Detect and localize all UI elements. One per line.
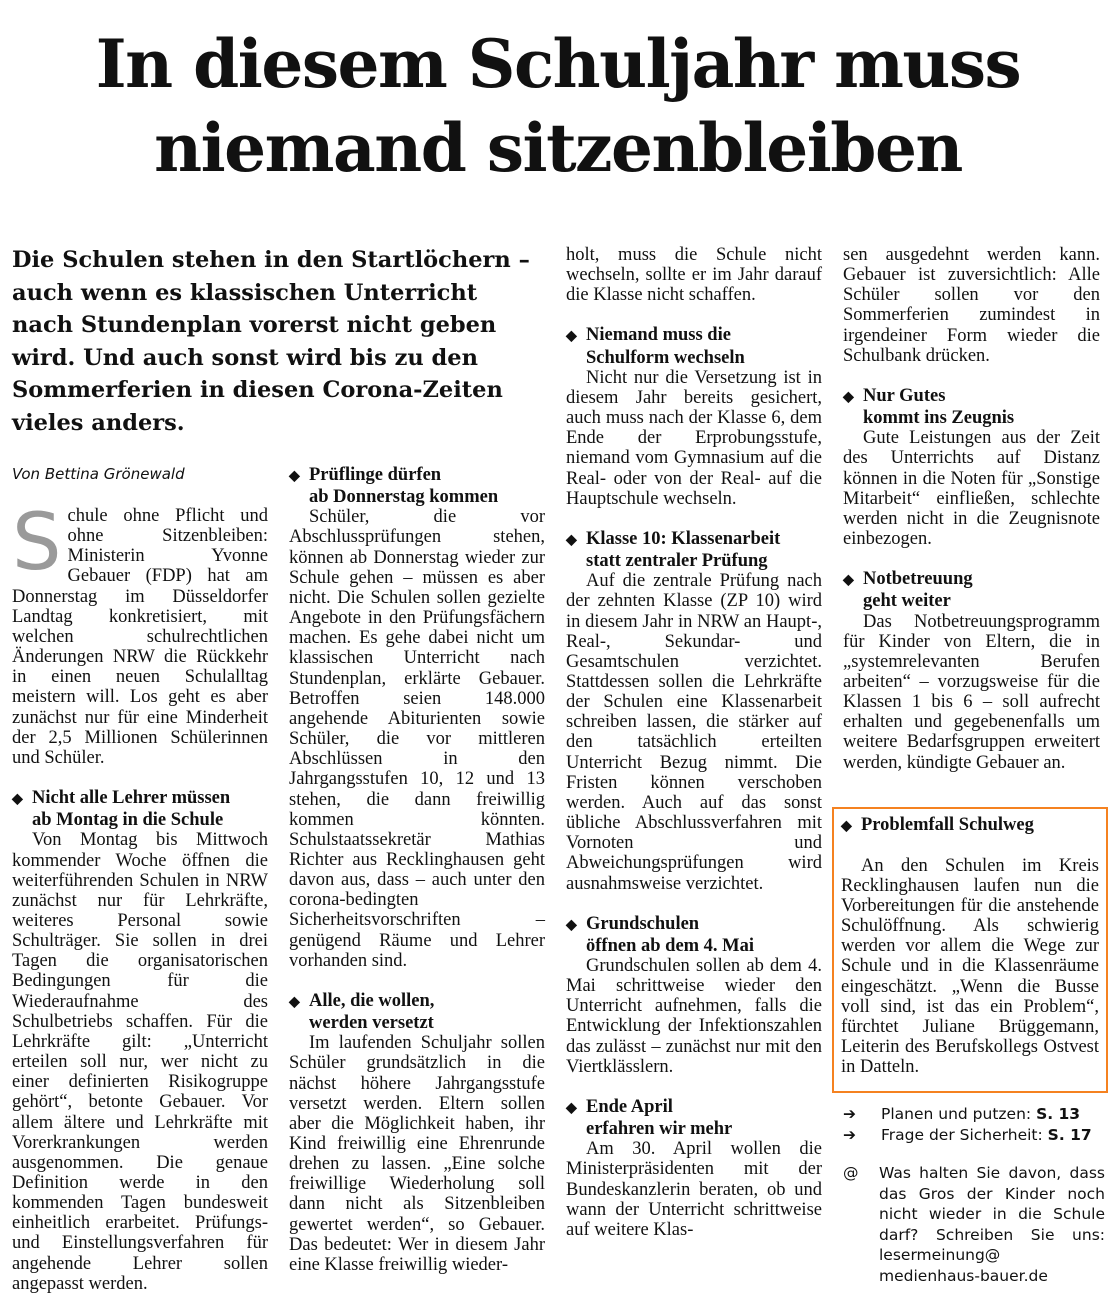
at-sign-icon: @ [843,1164,859,1182]
page-references [843,1104,1113,1146]
lead-paragraph: Die Schulen stehen in den Startlöchern – auch wenn es klassischen Unterricht nach Stundenplan vorerst nicht geben wird. Und auch sonst wird bis zu den Sommerferien in diesen Corona-Zeiten vieles anders. [12,247,530,436]
headline-line-1: In diesem Schuljahr muss [95,25,1021,103]
reference-row [843,1125,1113,1146]
subheading-klasse-10: ◆ Klasse 10: Klassenarbeit statt zentraler Prüfung [566,528,781,572]
diamond-icon: ◆ [566,917,577,933]
diamond-icon: ◆ [841,819,852,834]
subheading-lehrer: ◆ Nicht alle Lehrer müssen ab Montag in die Schule [12,788,231,831]
box-text: An den Schulen im Kreis Recklinghausen laufen nun die Vorbereitungen für die anstehende Schulöffnung. Als schwierig werden vor allem die Wege zur Schule und in die Klassenräume eingeschätzt. „Wenn die Busse voll sind, ist das ein Problem“, fürchtet Juliane Brüggemann, Leiterin des Berufskollegs Ostvest in Datteln. [841,855,1099,1078]
reference-text: Frage der Sicherheit: S. 17 [881,1126,1092,1144]
intro-paragraph [12,498,268,768]
paragraph-notbetreuung: Das Notbetreuungsprogramm für Kinder von Eltern, die in „systemrelevanten Berufen arbeiten“ – vorzugsweise für die Klassen 1 bis 6 – soll aufrecht erhalten und gegebenenfalls um weitere Bedarfsgruppen erweitert werden, kündigte Gebauer an. [843,611,1100,773]
paragraph-continued: holt, muss die Schule nicht wechseln, sollte er im Jahr darauf die Klasse nicht schaffen. [566,245,822,306]
diamond-icon: ◆ [566,532,577,548]
paragraph-ende-april: Am 30. April wollen die Ministerpräsidenten mit der Bundeskanzlerin beraten, ob und wann der Unterricht schrittweise auf weitere Klas- [566,1139,822,1240]
paragraph-grundschulen: Grundschulen sollen ab dem 4. Mai schrittweise wieder den Unterricht aufnehmen, falls die Entwicklung der Infektionszahlen das zulässt – zunächst nur mit den Viertklässlern. [566,956,822,1077]
headline [0,22,1116,190]
column-1 [12,498,268,1294]
diamond-icon: ◆ [289,469,300,484]
column-2 [289,465,545,1275]
diamond-icon: ◆ [289,994,300,1010]
info-box-schulweg [832,807,1108,1093]
subheading-zeugnis: ◆ Nur Gutes kommt ins Zeugnis [843,385,1015,429]
subheading-grundschulen: ◆ Grundschulen öffnen ab dem 4. Mai [566,913,755,956]
paragraph-continued: sen ausgedehnt werden kann. Gebauer ist zuversichtlich: Alle Schüler sollen vor den Sommerferien zumindest in irgendeiner Form wieder die Schulbank drücken. [843,245,1100,366]
reference-text: Planen und putzen: S. 13 [881,1105,1081,1123]
subheading-schulform: ◆ Niemand muss die Schulform wechseln [566,325,745,368]
reference-row [843,1104,1113,1125]
paragraph-versetzt: Im laufenden Schuljahr sollen Schüler grundsätzlich in die nächst höhere Jahrgangsstufe versetzt werden. Eltern sollen aber die Möglichkeit haben, ihr Kind freiwillig eine Ehrenrunde drehen zu lassen. „Eine solche freiwillige Wiederholung soll dann nicht als Sitzenbleiben gewertet werden“, so Gebauer. Das bedeutet: Wer in diesem Jahr eine Klasse freiwillig wieder- [289,1033,545,1275]
reader-question-text: Was halten Sie davon, dass das Gros der Kinder noch nicht wieder in die Schule darf? Schreiben Sie uns: lesermeinung@ medienhaus-bauer.de [879,1164,1105,1285]
paragraph-lehrer: Von Montag bis Mittwoch kommender Woche öffnen die weiterführenden Schulen in NRW zunächst nur für Lehrkräfte, weiteres Personal sowie Schulträger. Sie sollen in drei Tagen die organisatorischen Bedingungen für die Wiederaufnahme des Schulbetriebs schaffen. Für die Lehrkräfte gilt: „Unterricht erteilen soll nur, wer nicht zu einer definierten Risikogruppe gehört“, betonte Gebauer. Vor allem ältere und Lehrkräfte mit Vorerkrankungen werden ausgenommen. Die genaue Definition werde in den kommenden Tagen bundesweit einheitlich erarbeitet. Prüfungs- und Einstellungsverfahren für angehende Lehrer sollen angepasst werden. [12,830,268,1294]
headline-line-2: niemand sitzenbleiben [154,109,962,187]
column-4 [843,245,1100,773]
column-3 [566,245,822,1240]
diamond-icon: ◆ [843,389,854,405]
dropcap: S [12,498,62,588]
arrow-right-icon: ➔ [843,1126,856,1144]
byline: Von Bettina Grönewald [12,465,185,483]
paragraph-klasse-10: Auf die zentrale Prüfung nach der zehnten Klasse (ZP 10) wird in diesem Jahr in NRW an Haupt-, Real-, Sekundar- und Gesamtschulen verzichtet. Stattdessen sollen die Lehrkräfte der Schulen eine Klassenarbeit schreiben lassen, die stärker auf den tatsächlich erteilten Unterricht Bezug nimmt. Die Fristen können verschoben werden. Auch auf das sonst übliche Abschlussverfahren mit Vornoten und Abweichungsprüfungen wird ausnahmsweise verzichtet. [566,571,822,894]
reader-question [843,1163,1105,1287]
paragraph-schulform: Nicht nur die Versetzung ist in diesem Jahr bereits gesichert, auch muss nach der Klasse 6, dem Ende der Erprobungsstufe, niemand vom Gymnasium auf die Real- oder von der Real- auf die Hauptschule wechseln. [566,367,822,509]
intro-text: chule ohne Pflicht und ohne Sitzenbleiben: Ministerin Yvonne Gebauer (FDP) hat am Donnerstag im Düsseldorfer Landtag konkretisiert, mit welchen schulrechtlichen Änderungen NRW die Rückkehr in einen neuen Schulalltag meistern will. Los geht es aber zunächst nur für eine Minderheit der 2,5 Millionen Schülerinnen und Schüler. [12,506,268,768]
diamond-icon: ◆ [566,1100,577,1116]
subheading-ende-april: ◆ Ende April erfahren wir mehr [566,1096,733,1140]
paragraph-zeugnis: Gute Leistungen aus der Zeit des Unterrichts auf Distanz können in die Noten für „Sonstige Mitarbeit“ einfließen, schlechte werden nicht in die Zeugnisnote einbezogen. [843,428,1100,550]
diamond-icon: ◆ [843,573,854,589]
arrow-right-icon: ➔ [843,1105,856,1123]
subheading-versetzt: ◆ Alle, die wollen, werden versetzt [289,990,435,1034]
diamond-icon: ◆ [566,329,577,345]
paragraph-prueflinge: Schüler, die vor Abschlussprüfungen stehen, können ab Donnerstag wieder zur Schule gehen – müssen es aber nicht. Die Schulen sollen gezielte Angebote in den Prüfungsfächern machen. Es gehe dabei nicht um klassischen Unterricht nach Stundenplan, erklärte Gebauer. Betroffen seien 148.000 angehende Abiturienten sowie Schüler, die vor mittleren Abschlüssen in den Jahrgangsstufen 10, 12 und 13 stehen, die dann freiwillig kommen könnten. Schulstaatssekretär Mathias Richter aus Recklinghausen geht davon aus, dass – auch unter den corona-bedingten Sicherheitsvorschriften – genügend Räume und Lehrer vorhanden sind. [289,507,545,971]
diamond-icon: ◆ [12,792,23,808]
subheading-prueflinge: ◆ Prüflinge dürfen ab Donnerstag kommen [289,465,499,508]
subheading-notbetreuung: ◆ Notbetreuung geht weiter [843,569,973,612]
box-title: ◆ Problemfall Schulweg [841,815,1099,837]
